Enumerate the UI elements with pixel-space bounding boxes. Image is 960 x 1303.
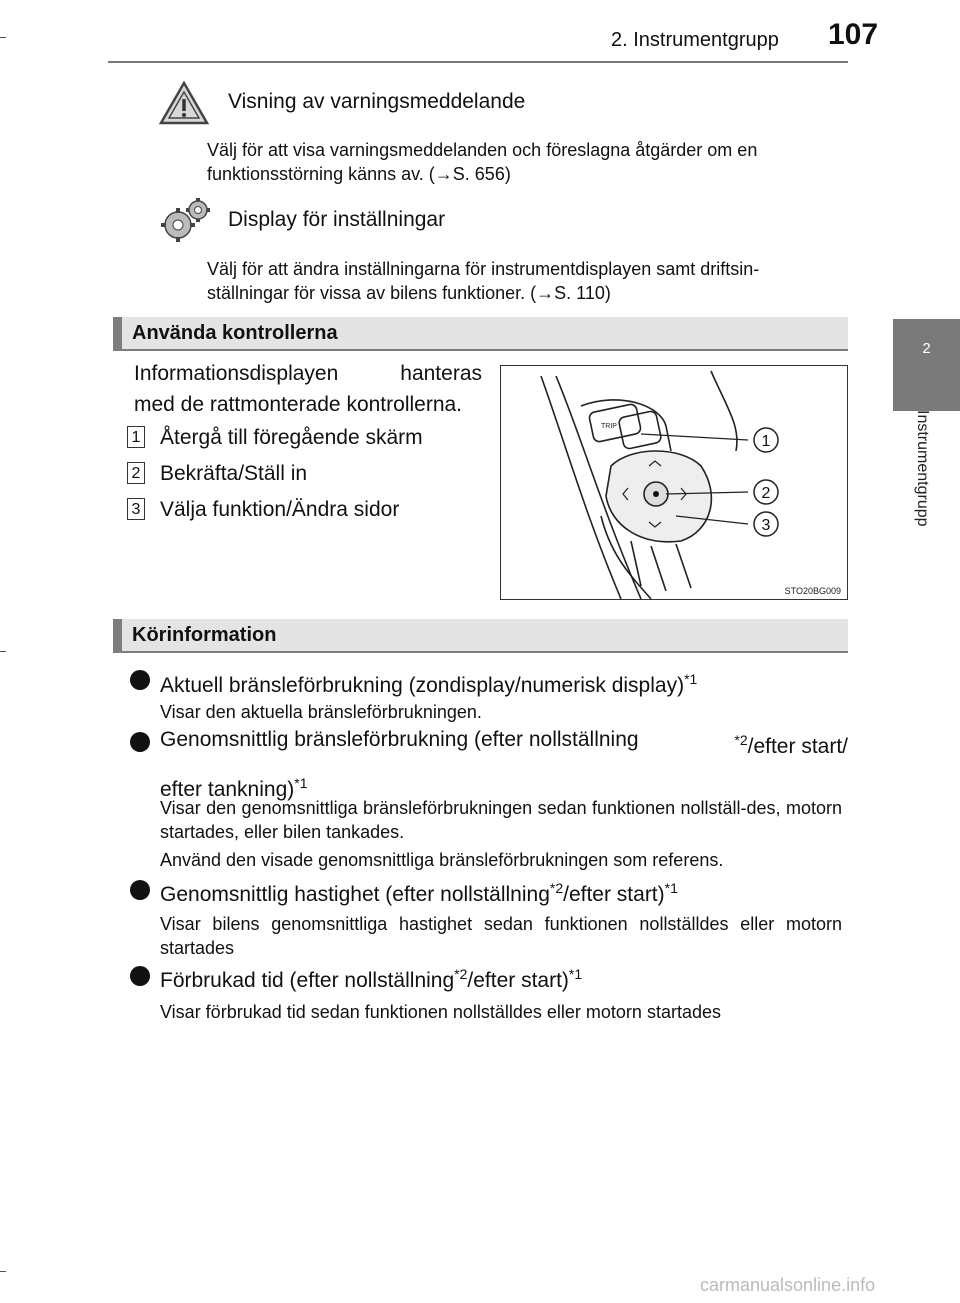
section-heading-text: Körinformation (132, 624, 277, 646)
page-number: 107 (828, 18, 879, 51)
drive-bullet-avg-speed: Genomsnittlig hastighet (efter nollställning$^{*2}$/efter start)$^{*1}$ (160, 880, 678, 906)
section-heading-text: Använda kontrollerna (132, 322, 338, 344)
section-heading-drive-info (113, 619, 848, 653)
callout-1: 1 (761, 433, 771, 450)
item-number-box: 3 (127, 498, 145, 520)
controls-intro-line2: med de rattmonterade kontrollerna. (134, 393, 463, 416)
drive-bullet-desc: Använd den visade genomsnittliga bränsleförbrukningen som referens. (160, 850, 724, 870)
chapter-tab-number: 2 (922, 340, 931, 357)
warning-triangle-icon (158, 80, 210, 131)
header-divider (108, 61, 848, 63)
gears-icon (158, 196, 214, 251)
chapter-title: 2. Instrumentgrupp (611, 29, 779, 51)
bullet-dot (130, 732, 150, 752)
callout-2: 2 (761, 485, 771, 502)
item-number-box: 1 (127, 426, 145, 448)
figure-code: STO20BG009 (784, 586, 841, 596)
trip-button-label: TRIP (601, 423, 617, 430)
drive-bullet-desc: Visar bilens genomsnittliga hastighet sedan funktionen nollställdes eller motorn startades (160, 914, 842, 958)
control-item-select: Välja funktion/Ändra sidor (160, 498, 400, 521)
drive-bullet-desc: Visar den aktuella bränsleförbrukningen. (160, 702, 482, 722)
steering-switch-illustration (501, 366, 847, 599)
crop-mark (0, 651, 6, 652)
control-item-return: Återgå till föregående skärm (160, 426, 423, 449)
bullet-dot (130, 966, 150, 986)
steering-controls-figure (500, 365, 848, 600)
crop-mark (0, 37, 6, 38)
warning-item-title: Visning av varningsmeddelande (228, 90, 526, 113)
bullet-dot (130, 670, 150, 690)
crop-mark (0, 1271, 6, 1272)
drive-bullet-elapsed-time: Förbrukad tid (efter nollställning$^{*2}$/efter start)$^{*1}$ (160, 966, 583, 992)
confirm-dot-icon (653, 491, 659, 497)
settings-item-desc-line1: Välj för att ändra inställningarna för instrumentdisplayen samt driftsin- (207, 259, 760, 279)
controls-intro-line1: Informationsdisplayen hanteras (134, 362, 482, 385)
callout-3: 3 (761, 517, 771, 534)
chapter-tab-label: Instrumentgrupp (914, 410, 931, 527)
section-heading-controls (113, 317, 848, 351)
watermark: carmanualsonline.info (700, 1275, 876, 1295)
drive-bullet-desc: Visar förbrukad tid sedan funktionen nollställdes eller motorn startades (160, 1002, 721, 1022)
drive-bullet-avg-fuel: Genomsnittlig bränsleförbrukning (efter nollställning $^{*2}$/efter start/ efter tankning)$^{*1}$ (160, 728, 848, 801)
drive-bullet-current-fuel: Aktuell bränsleförbrukning (zondisplay/numerisk display)$^{*1}$ (160, 671, 698, 697)
bullet-dot (130, 880, 150, 900)
chapter-tab (893, 319, 960, 411)
warning-item-desc-line2: funktionsstörning känns av. (→S. 656) (207, 164, 511, 184)
settings-item-title: Display för inställningar (228, 208, 446, 231)
item-number-box: 2 (127, 462, 145, 484)
control-item-confirm: Bekräfta/Ställ in (160, 462, 308, 485)
drive-bullet-desc: Visar den genomsnittliga bränsleförbrukningen sedan funktionen nollställ-des, motorn startades, eller bilen tankades. (160, 798, 842, 842)
warning-item-desc-line1: Välj för att visa varningsmeddelanden och föreslagna åtgärder om en (207, 140, 758, 160)
settings-item-desc-line2: ställningar för vissa av bilens funktioner. (→S. 110) (207, 283, 611, 303)
